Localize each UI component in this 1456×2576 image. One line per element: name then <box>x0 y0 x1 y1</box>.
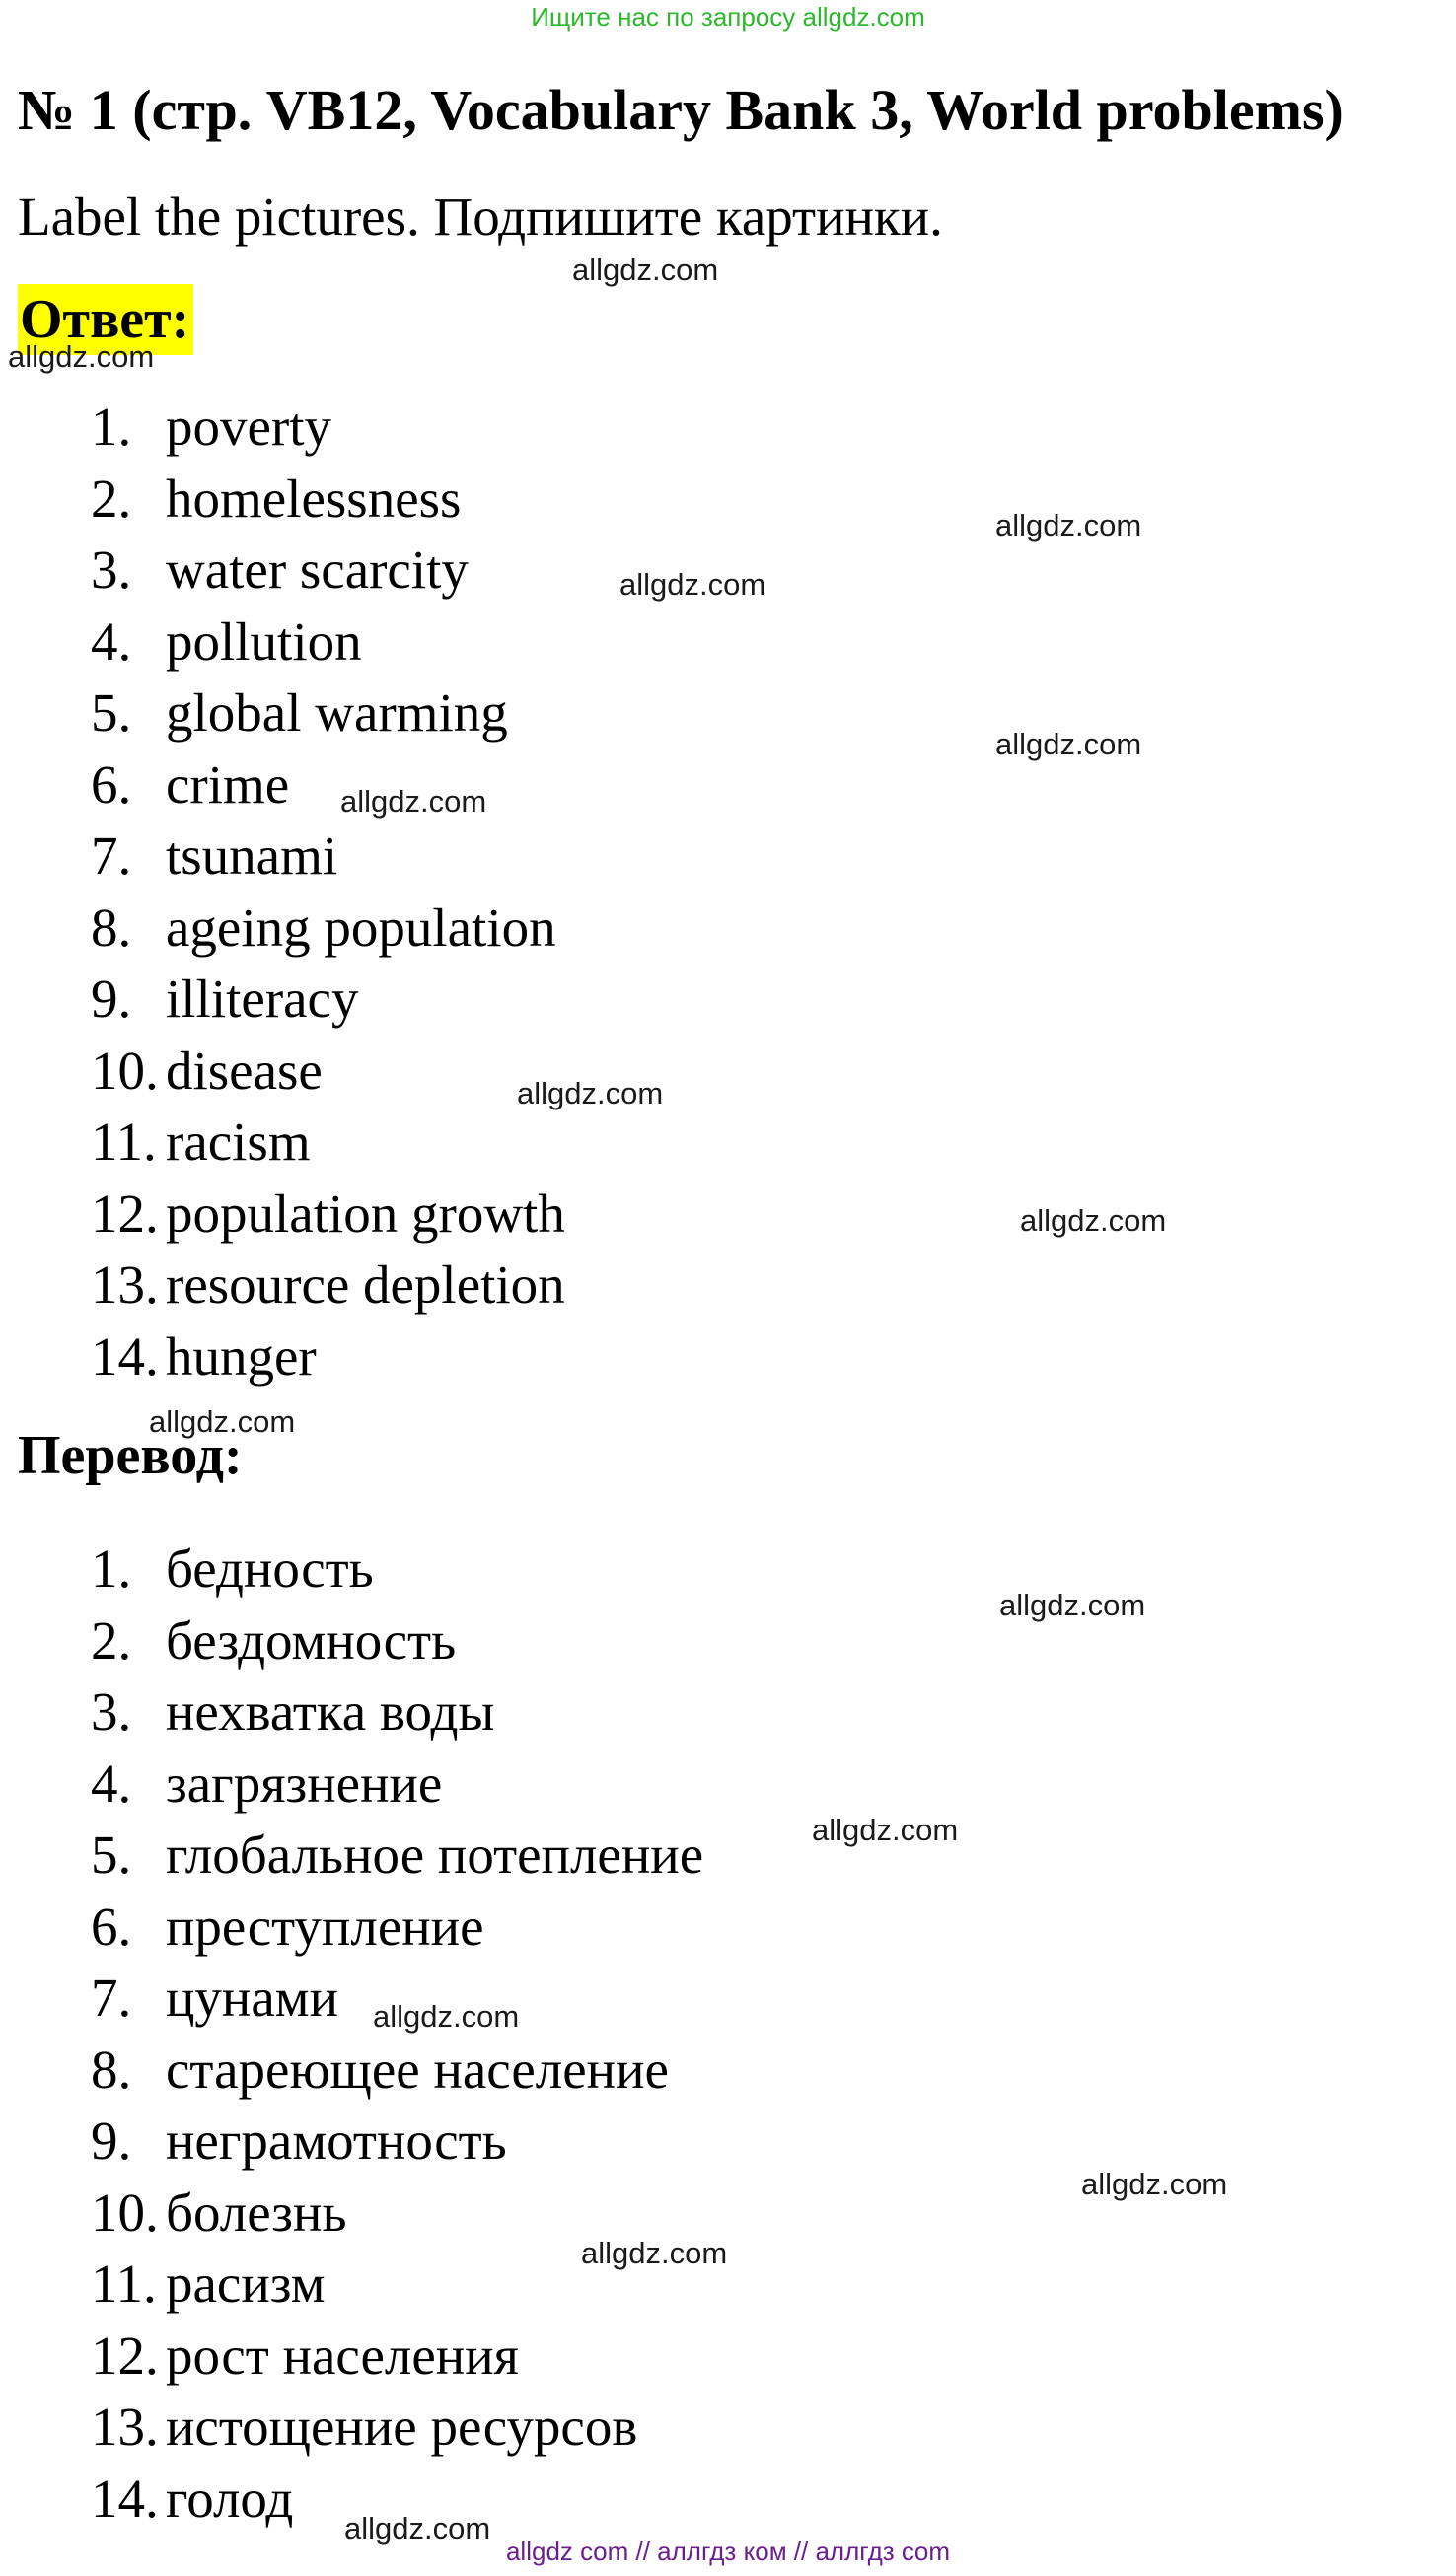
translation-text: бездомность <box>166 1610 457 1671</box>
answer-text: poverty <box>166 396 332 457</box>
translation-number: 7. <box>91 1968 132 2028</box>
translation-number: 1. <box>91 1538 132 1599</box>
answer-text: racism <box>166 1111 311 1172</box>
watermark: allgdz.com <box>999 1588 1146 1622</box>
translation-number: 9. <box>91 2111 132 2171</box>
watermark: allgdz.com <box>581 2236 728 2270</box>
answer-text: global warming <box>166 682 508 743</box>
translation-text: преступление <box>166 1896 484 1957</box>
header-banner[interactable]: Ищите нас по запросу allgdz.com <box>531 2 925 32</box>
translation-text: стареющее население <box>166 2039 669 2100</box>
translation-number: 2. <box>91 1610 132 1671</box>
answer-text: disease <box>166 1039 323 1101</box>
translation-number: 10. <box>91 2182 159 2243</box>
translation-number: 5. <box>91 1825 132 1885</box>
answer-number: 10. <box>91 1039 159 1101</box>
watermark: allgdz.com <box>8 339 155 374</box>
translation-number: 14. <box>91 2468 159 2529</box>
watermark: allgdz.com <box>340 784 487 819</box>
answer-text: ageing population <box>166 896 556 958</box>
translation-text: голод <box>166 2468 294 2529</box>
watermark: allgdz.com <box>995 508 1142 542</box>
translation-number: 6. <box>91 1896 132 1957</box>
watermark: allgdz.com <box>1020 1203 1167 1238</box>
translation-text: расизм <box>166 2254 326 2314</box>
answer-text: crime <box>166 753 290 815</box>
watermark: allgdz.com <box>344 2511 491 2545</box>
translation-text: бедность <box>166 1538 374 1599</box>
watermark: allgdz.com <box>619 567 766 602</box>
answer-number: 6. <box>91 753 132 815</box>
answer-number: 5. <box>91 682 132 743</box>
answer-number: 4. <box>91 610 132 672</box>
footer-banner[interactable]: allgdz com // аллгдз ком // аллгдз com <box>505 2537 951 2566</box>
answer-text: illiteracy <box>166 968 359 1029</box>
answer-text: resource depletion <box>166 1254 565 1315</box>
answer-text: tsunami <box>166 825 338 886</box>
translation-text: рост населения <box>166 2325 519 2386</box>
answer-number: 11. <box>91 1111 157 1172</box>
answer-number: 12. <box>91 1182 159 1244</box>
translation-text: нехватка воды <box>166 1682 495 1742</box>
answer-text: water scarcity <box>166 539 469 600</box>
answer-number: 3. <box>91 539 132 600</box>
answer-number: 13. <box>91 1254 159 1315</box>
translation-text: истощение ресурсов <box>166 2397 638 2457</box>
translation-heading: Перевод: <box>18 1425 243 1486</box>
answer-number: 14. <box>91 1325 159 1387</box>
watermark: allgdz.com <box>373 1999 520 2034</box>
answer-heading: Ответ: <box>18 284 193 355</box>
answer-text: population growth <box>166 1182 565 1244</box>
translation-number: 3. <box>91 1682 132 1742</box>
watermark: allgdz.com <box>572 252 719 287</box>
translation-text: неграмотность <box>166 2111 507 2171</box>
exercise-title: № 1 (стр. VB12, Vocabulary Bank 3, World problems) <box>18 78 1344 142</box>
answer-number: 1. <box>91 396 132 457</box>
watermark: allgdz.com <box>812 1813 959 1847</box>
translation-number: 13. <box>91 2397 159 2457</box>
translation-number: 8. <box>91 2039 132 2100</box>
answer-number: 9. <box>91 968 132 1029</box>
answer-text: pollution <box>166 610 362 672</box>
watermark: allgdz.com <box>149 1404 296 1439</box>
watermark: allgdz.com <box>1081 2167 1228 2201</box>
watermark: allgdz.com <box>517 1076 664 1110</box>
answer-text: homelessness <box>166 467 462 529</box>
translation-text: болезнь <box>166 2182 347 2243</box>
answer-number: 2. <box>91 467 132 529</box>
answer-number: 8. <box>91 896 132 958</box>
translation-number: 11. <box>91 2254 157 2314</box>
translation-text: загрязнение <box>166 1753 443 1814</box>
watermark: allgdz.com <box>995 727 1142 761</box>
translation-number: 12. <box>91 2325 159 2386</box>
translation-text: глобальное потепление <box>166 1825 704 1885</box>
answer-number: 7. <box>91 825 132 886</box>
exercise-instruction: Label the pictures. Подпишите картинки. <box>18 186 943 247</box>
translation-text: цунами <box>166 1968 339 2028</box>
translation-number: 4. <box>91 1753 132 1814</box>
answer-text: hunger <box>166 1325 317 1387</box>
